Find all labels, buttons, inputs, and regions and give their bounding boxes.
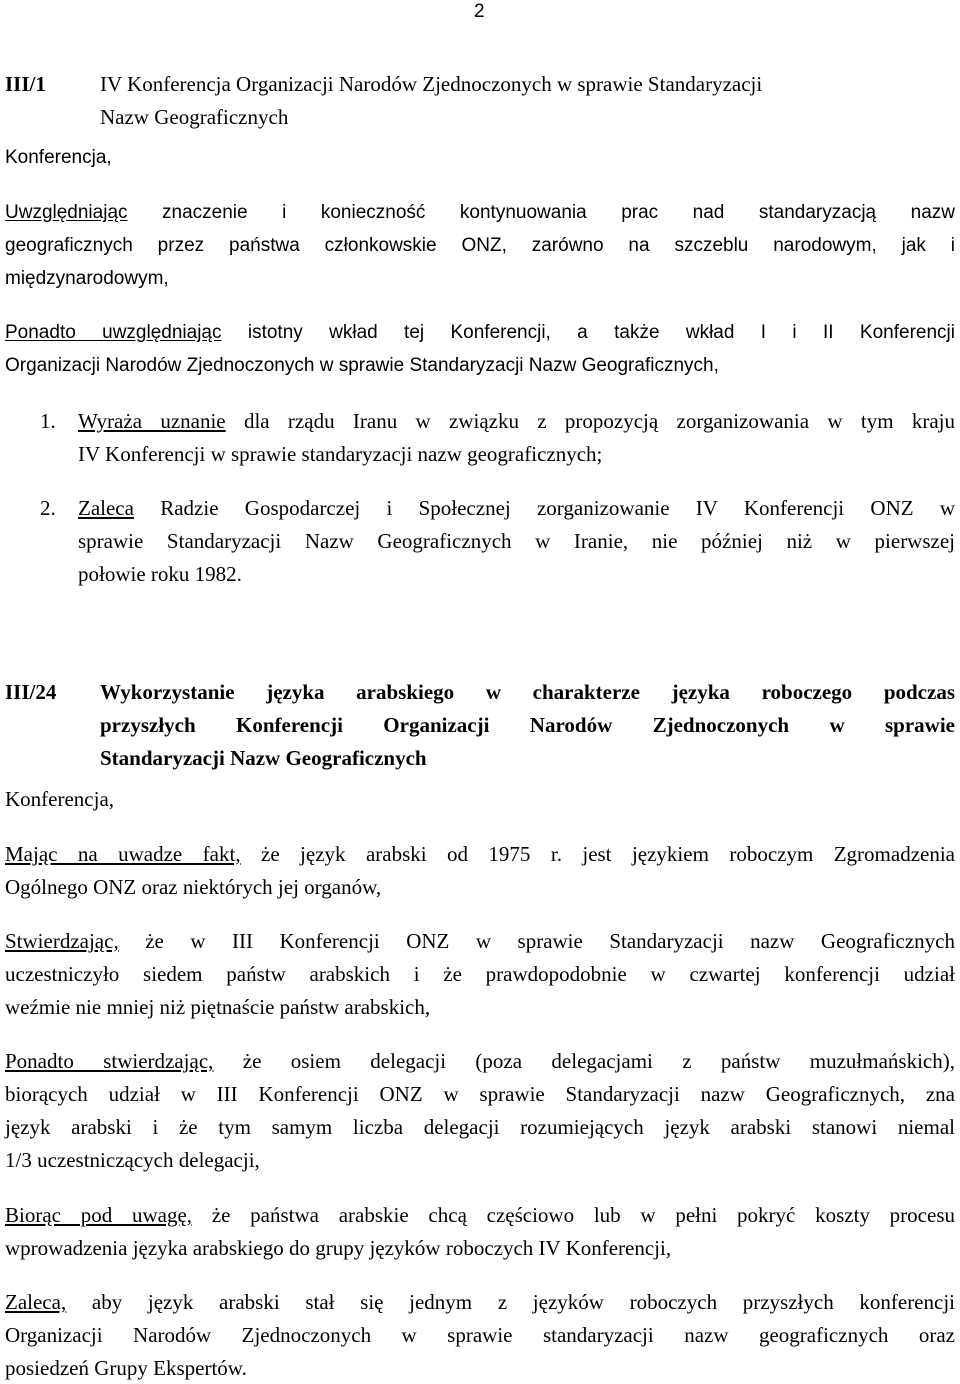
paragraph-line: wprowadzenia języka arabskiego do grupy języków roboczych IV Konferencji, bbox=[5, 1236, 672, 1260]
paragraph-line: posiedzeń Grupy Ekspertów. bbox=[5, 1356, 247, 1380]
resolution-subject: Konferencja, bbox=[5, 787, 115, 811]
operative-lead: Mając na uwadze fakt, bbox=[5, 842, 241, 866]
paragraph-line bbox=[5, 1290, 955, 1314]
resolution-title-line-2: przyszłych Konferencji Organizacji Narodów Zjednoczonych w sprawie bbox=[100, 713, 955, 737]
line-text: że język arabski od 1975 r. jest językiem roboczym Zgromadzenia bbox=[240, 842, 955, 866]
resolution-title-line-2: Nazw Geograficznych bbox=[100, 105, 289, 129]
paragraph-line: 1/3 uczestniczących delegacji, bbox=[5, 1148, 260, 1172]
line-text: dla rządu Iranu w związku z propozycją zorganizowania w tym kraju bbox=[225, 409, 956, 433]
paragraph-line: międzynarodowym, bbox=[5, 268, 169, 289]
line-text: Radzie Gospodarczej i Społecznej zorganizowanie IV Konferencji ONZ w bbox=[133, 496, 955, 520]
resolution-subject: Konferencja, bbox=[5, 147, 112, 168]
paragraph-line bbox=[78, 409, 955, 433]
paragraph-line: geograficznych przez państwa członkowskie ONZ, zarówno na szczeblu narodowym, jak i bbox=[5, 235, 955, 256]
operative-lead: Zaleca bbox=[78, 496, 134, 520]
operative-lead: Biorąc pod uwagę, bbox=[5, 1203, 193, 1227]
resolution-title-line-1: Wykorzystanie języka arabskiego w charakterze języka roboczego podczas bbox=[100, 680, 955, 704]
resolution-title-line-1: IV Konferencja Organizacji Narodów Zjednoczonych w sprawie Standaryzacji bbox=[100, 72, 763, 96]
line-text: istotny wkład tej Konferencji, a także wkład I i II Konferencji bbox=[221, 322, 955, 343]
paragraph-line bbox=[5, 929, 955, 953]
paragraph-line bbox=[5, 201, 955, 225]
paragraph-line: połowie roku 1982. bbox=[78, 562, 242, 586]
line-text: że osiem delegacji (poza delegacjami z państw muzułmańskich), bbox=[213, 1049, 955, 1073]
paragraph-line: IV Konferencji w sprawie standaryzacji nazw geograficznych; bbox=[78, 442, 603, 466]
paragraph-line: weźmie nie mniej niż piętnaście państw arabskich, bbox=[5, 995, 431, 1019]
item-number: 1. bbox=[40, 409, 56, 433]
paragraph-line bbox=[5, 842, 955, 866]
paragraph-line bbox=[5, 1049, 955, 1073]
paragraph-line: Organizacji Narodów Zjednoczonych w sprawie standaryzacji nazw geograficznych oraz bbox=[5, 1323, 955, 1347]
paragraph-line: sprawie Standaryzacji Nazw Geograficznych w Iranie, nie później niż w pierwszej bbox=[78, 529, 955, 553]
resolution-title-line-3: Standaryzacji Nazw Geograficznych bbox=[100, 746, 427, 770]
paragraph-line bbox=[5, 1203, 955, 1227]
resolution-code: III/24 bbox=[5, 680, 57, 704]
paragraph-line bbox=[78, 496, 955, 520]
paragraph-line: Ogólnego ONZ oraz niektórych jej organów, bbox=[5, 875, 382, 899]
operative-lead: Wyraża uznanie bbox=[78, 409, 226, 433]
paragraph-line bbox=[5, 321, 955, 345]
operative-lead: Stwierdzając, bbox=[5, 929, 119, 953]
page-number: 2 bbox=[474, 1, 485, 22]
paragraph-line: Organizacji Narodów Zjednoczonych w sprawie Standaryzacji Nazw Geograficznych, bbox=[5, 355, 719, 376]
paragraph-line: biorących udział w III Konferencji ONZ w sprawie Standaryzacji nazw Geograficznych, zna bbox=[5, 1082, 955, 1106]
item-number: 2. bbox=[40, 496, 56, 520]
operative-lead: Uwzględniając bbox=[5, 202, 128, 223]
resolution-code: III/1 bbox=[5, 72, 46, 96]
paragraph-line: uczestniczyło siedem państw arabskich i że prawdopodobnie w czwartej konferencji udział bbox=[5, 962, 955, 986]
line-text: że w III Konferencji ONZ w sprawie Standaryzacji nazw Geograficznych bbox=[118, 929, 955, 953]
line-text: aby język arabski stał się jednym z języków roboczych przyszłych konferencji bbox=[66, 1290, 955, 1314]
line-text: znaczenie i konieczność kontynuowania prac nad standaryzacją nazw bbox=[127, 202, 955, 223]
paragraph-line: język arabski i że tym samym liczba delegacji rozumiejących język arabski stanowi niemal bbox=[5, 1115, 955, 1139]
line-text: że państwa arabskie chcą częściowo lub w pełni pokryć koszty procesu bbox=[192, 1203, 955, 1227]
operative-lead: Ponadto uwzględniając bbox=[5, 322, 222, 343]
operative-lead: Zaleca, bbox=[5, 1290, 67, 1314]
operative-lead: Ponadto stwierdzając, bbox=[5, 1049, 214, 1073]
